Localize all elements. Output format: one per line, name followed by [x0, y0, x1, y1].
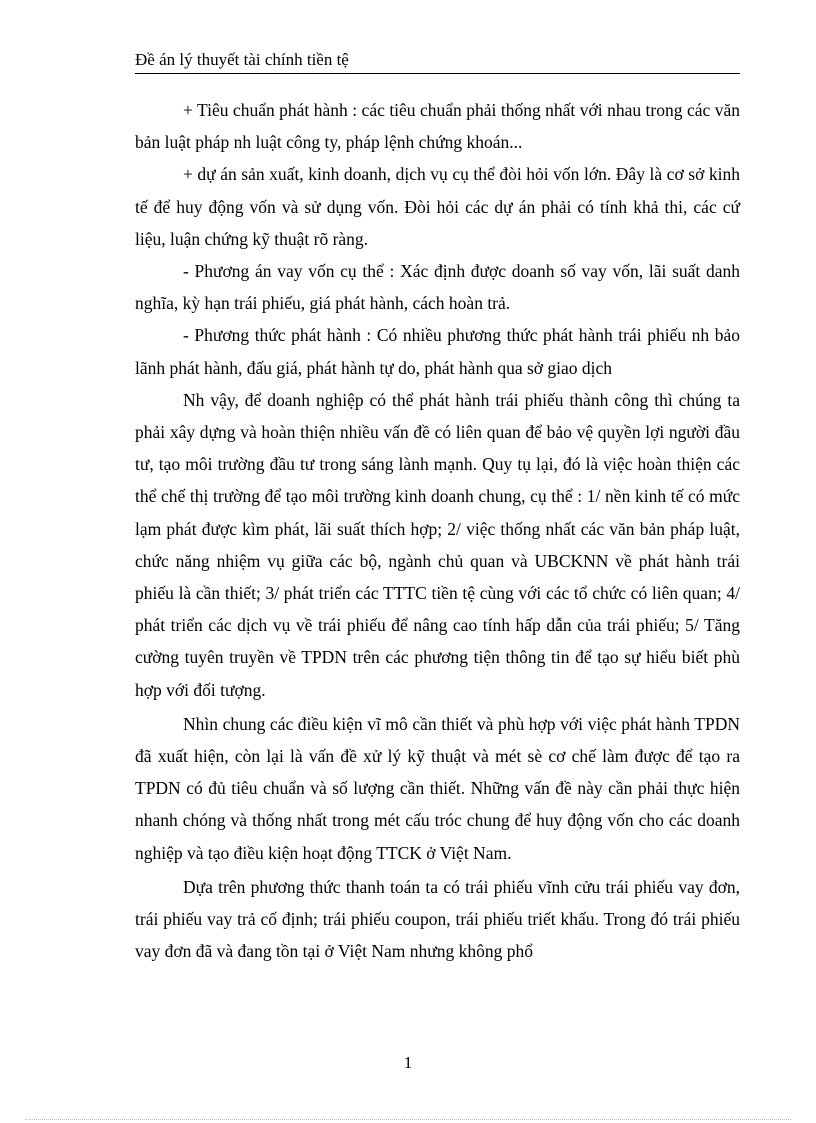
page-header-title: Đề án lý thuyết tài chính tiền tệ — [135, 48, 740, 74]
paragraph: - Phương án vay vốn cụ thể : Xác định được doanh số vay vốn, lãi suất danh nghĩa, kỳ hạn trái phiếu, giá phát hành, cách hoàn trả. — [135, 261, 740, 314]
paragraph: + dự án sản xuất, kinh doanh, dịch vụ cụ thể đòi hỏi vốn lớn. Đây là cơ sở kinh tế để huy động vốn và sử dụng vốn. Đòi hỏi các dự án phải có tính khả thi, các cứ liệu, luận chứng kỹ thuật rõ ràng. — [135, 164, 740, 249]
page-bottom-divider — [25, 1119, 791, 1120]
page-number: 1 — [403, 1053, 413, 1072]
paragraph: Nhìn chung các điều kiện vĩ mô cần thiết và phù hợp với việc phát hành TPDN đã xuất hiện, còn lại là vấn đề xử lý kỹ thuật và mét sè cơ chế làm được để tạo ra TPDN có đủ tiêu chuẩn và số lượng cần thiết. Những vấn đề này cần phải thực hiện nhanh chóng và thống nhất trong mét cấu tróc chung để huy động vốn cho các doanh nghiệp và tạo điều kiện hoạt động TTCK ở Việt Nam. — [135, 713, 740, 863]
document-body — [135, 94, 740, 967]
paragraph: Nh vậy, để doanh nghiệp có thể phát hành trái phiếu thành công thì chúng ta phải xây dựng và hoàn thiện nhiều vấn đề có liên quan để bảo vệ quyền lợi người đầu tư, tạo môi trường đầu tư trong sáng lành mạnh. Quy tụ lại, đó là việc hoàn thiện các thể chế thị trường để tạo môi trường kinh doanh chung, cụ thể : 1/ nền kinh tế có mức lạm phát được kìm phát, lãi suất thích hợp; 2/ việc thống nhất các văn bản pháp luật, chức năng nhiệm vụ giữa các bộ, ngành chủ quan và UBCKNN về phát hành trái phiếu là cần thiết; 3/ phát triển các TTTC tiền tệ cùng với các tổ chức có liên quan; 4/ phát triển các dịch vụ về trái phiếu để nâng cao tính hấp dẫn của trái phiếu; 5/ Tăng cường tuyên truyền về TPDN trên các phương tiện thông tin để tạo sự hiểu biết phù hợp với đối tượng. — [135, 389, 740, 700]
paragraph: - Phương thức phát hành : Có nhiều phương thức phát hành trái phiếu nh bảo lãnh phát hành, đấu giá, phát hành tự do, phát hành qua sở giao dịch — [135, 325, 740, 378]
paragraph: Dựa trên phương thức thanh toán ta có trái phiếu vĩnh cửu trái phiếu vay đơn, trái phiếu vay trả cố định; trái phiếu coupon, trái phiếu triết khấu. Trong đó trái phiếu vay đơn đã và đang tồn tại ở Việt Nam nhưng không phổ — [135, 876, 740, 962]
paragraph: + Tiêu chuẩn phát hành : các tiêu chuẩn phải thống nhất với nhau trong các văn bản luật pháp nh luật công ty, pháp lệnh chứng khoán... — [135, 100, 740, 153]
